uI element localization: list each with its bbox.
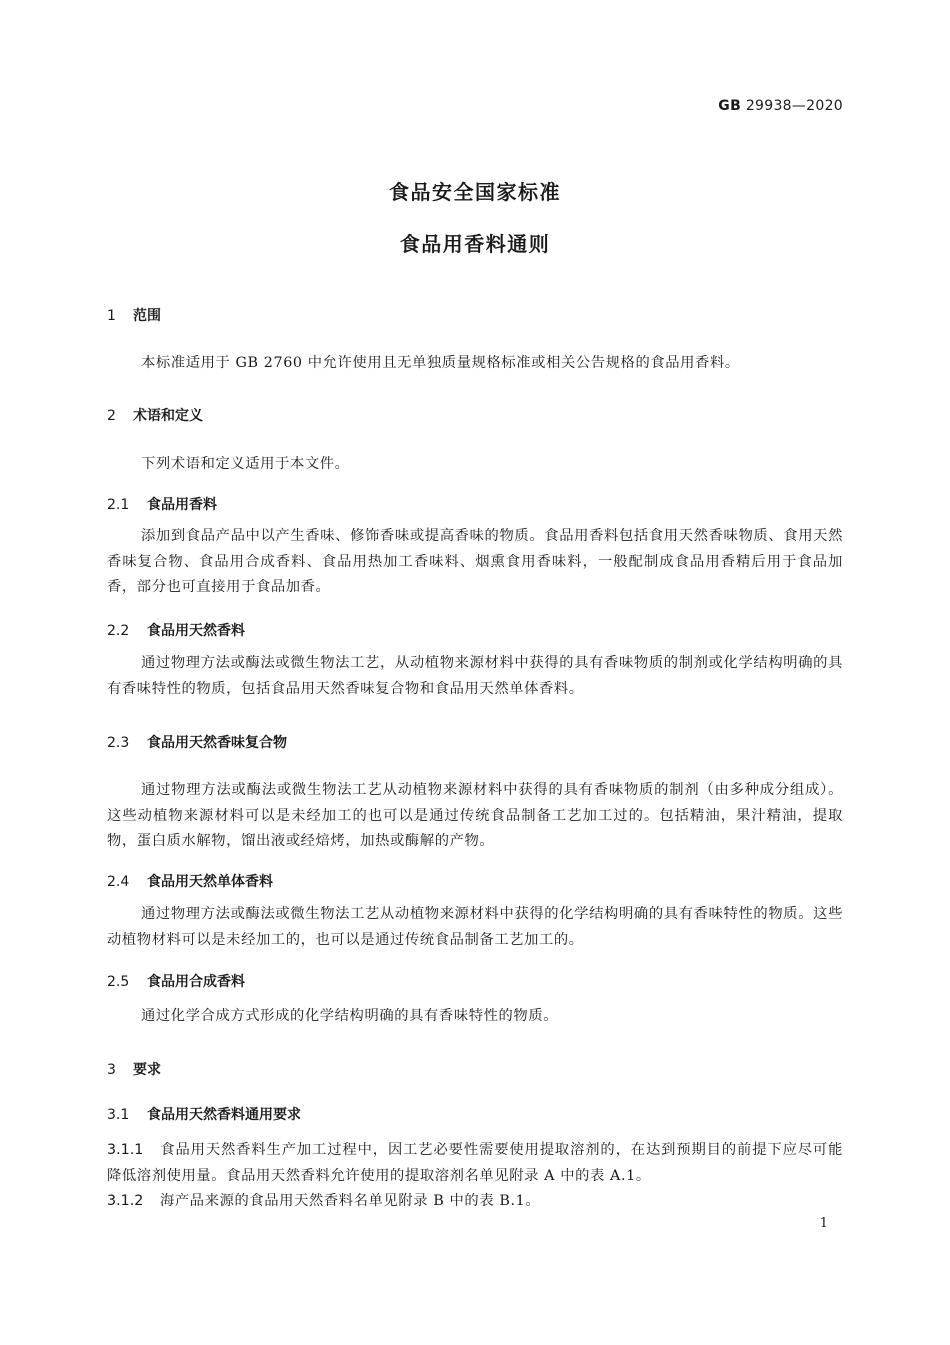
section-2-2-text: 通过物理方法或酶法或微生物法工艺，从动植物来源材料中获得的具有香味物质的制剂或化学结构明确的具有香味特性的物质，包括食品用天然香味复合物和食品用天然单体香料。: [107, 655, 843, 697]
section-heading-3: 3 要求: [107, 1062, 161, 1078]
section-2-1-text: 添加到食品产品中以产生香味、修饰香味或提高香味的物质。食品用香料包括食用天然香味物质、食用天然香味复合物、食品用合成香料、食品用热加工香味料、烟熏食用香味料，一般配制成食品用香精后用于食品加香，部分也可直接用于食品加香。: [107, 528, 843, 595]
section-2-4-text: 通过物理方法或酶法或微生物法工艺从动植物来源材料中获得的化学结构明确的具有香味特性的物质。这些动植物材料可以是未经加工的，也可以是通过传统食品制备工艺加工的。: [107, 906, 843, 948]
section-heading-2-2: 2.2 食品用天然香料: [107, 623, 245, 639]
standard-code: GB 29938—2020: [718, 98, 843, 114]
section-heading-2-3: 2.3 食品用天然香味复合物: [107, 735, 287, 751]
clause-3-1-1: 3.1.1 食品用天然香料生产加工过程中，因工艺必要性需要使用提取溶剂的，在达到预期目的前提下应尽可能降低溶剂使用量。食品用天然香料允许使用的提取溶剂名单见附录 A 中的表 A.1。: [107, 1142, 843, 1184]
section-heading-3-1: 3.1 食品用天然香料通用要求: [107, 1107, 301, 1123]
section-1-text: 本标准适用于 GB 2760 中允许使用且无单独质量规格标准或相关公告规格的食品用香料。: [141, 355, 740, 371]
section-2-5-text: 通过化学合成方式形成的化学结构明确的具有香味特性的物质。: [141, 1008, 559, 1024]
clause-3-1-2: 3.1.2 海产品来源的食品用天然香料名单见附录 B 中的表 B.1。: [107, 1193, 541, 1209]
document-subtitle: 食品用香料通则: [399, 232, 551, 256]
section-heading-1: 1 范围: [107, 308, 161, 324]
section-2-text: 下列术语和定义适用于本文件。: [141, 456, 350, 472]
section-heading-2: 2 术语和定义: [107, 408, 203, 424]
section-heading-2-5: 2.5 食品用合成香料: [107, 974, 245, 990]
page-number: 1: [819, 1216, 828, 1231]
document-title: 食品安全国家标准: [389, 180, 561, 204]
section-2-3-text: 通过物理方法或酶法或微生物法工艺从动植物来源材料中获得的具有香味物质的制剂（由多种成分组成）。这些动植物来源材料可以是未经加工的也可以是通过传统食品制备工艺加工过的。包括精油，果汁精油，提取物，蛋白质水解物，馏出液或经焙烤，加热或酶解的产物。: [107, 782, 843, 849]
section-heading-2-1: 2.1 食品用香料: [107, 497, 217, 513]
section-heading-2-4: 2.4 食品用天然单体香料: [107, 874, 273, 890]
